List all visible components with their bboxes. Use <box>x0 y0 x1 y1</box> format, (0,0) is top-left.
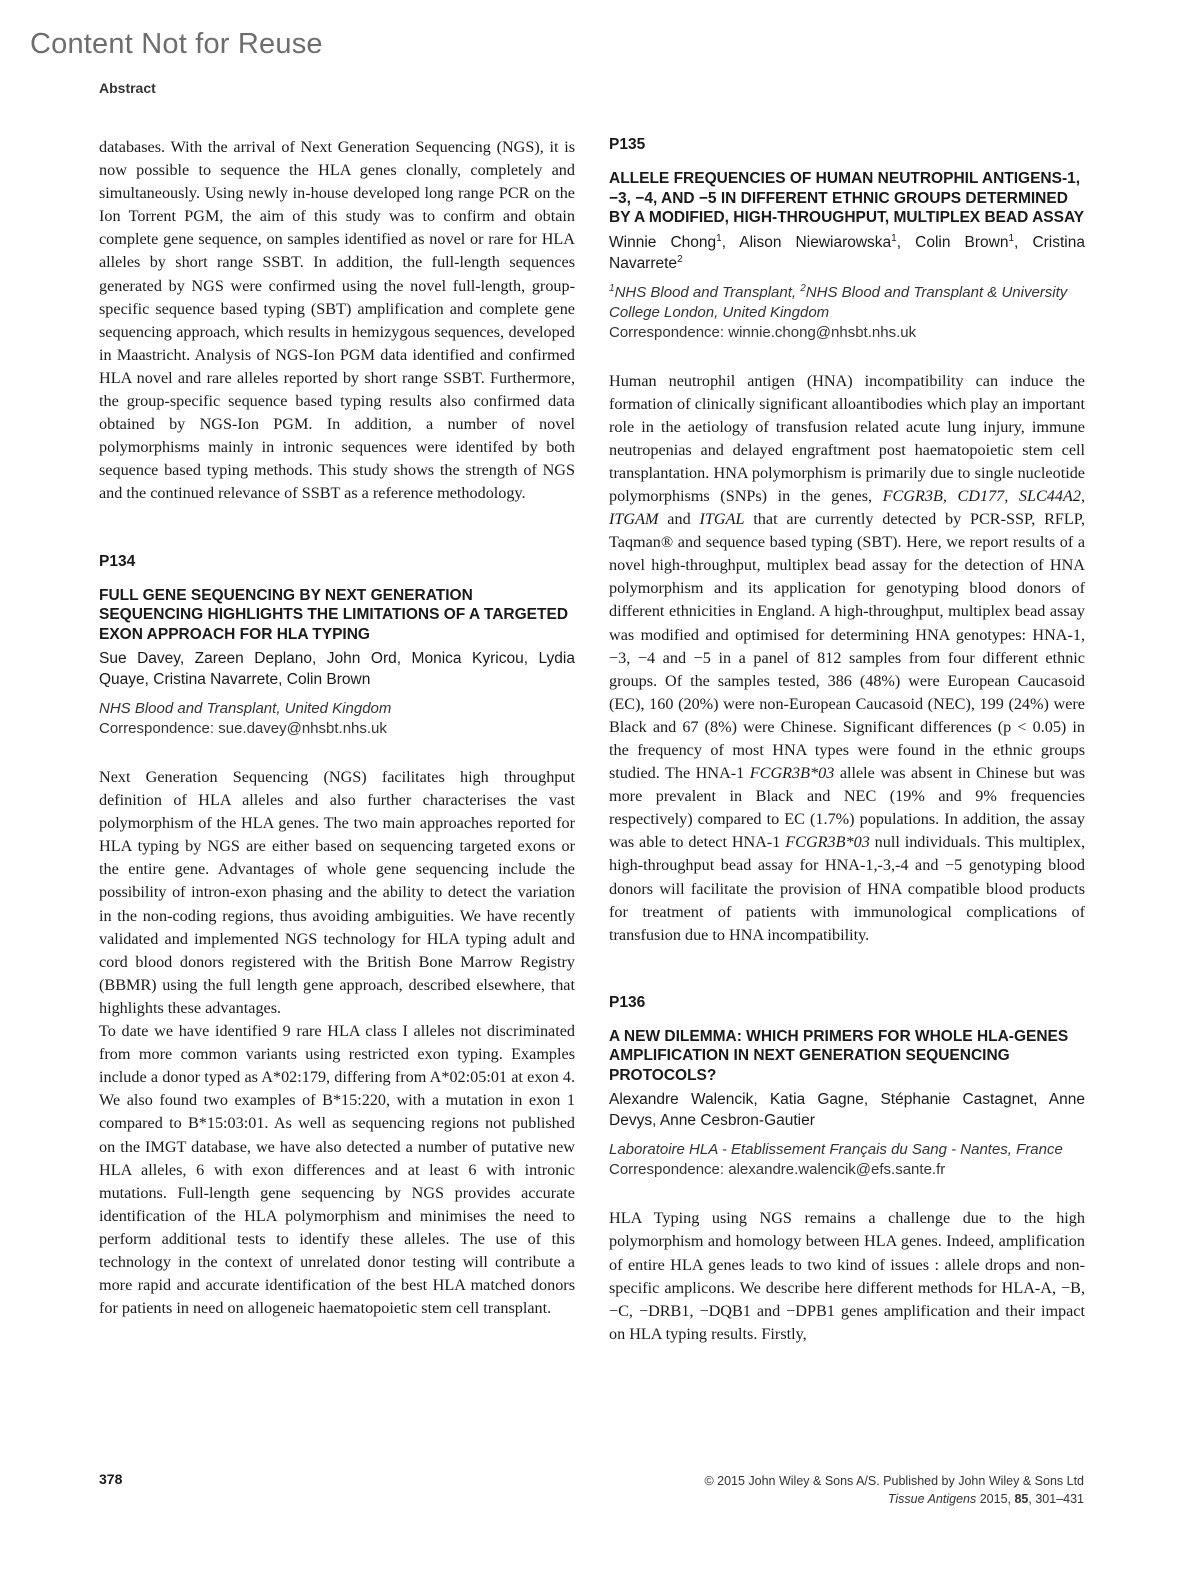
authors-p135: Winnie Chong$^1$, Alison Niewiarowska$^1$, Colin Brown$^1$, Cristina Navarrete$^2$ <box>609 232 1085 272</box>
affil-marker: 1 <box>609 282 615 294</box>
abstract-id-p135: P135 <box>609 136 646 153</box>
right-column <box>609 136 1085 1346</box>
abstract-id-p136: P136 <box>609 993 646 1011</box>
abstract-title-p135: ALLELE FREQUENCIES OF HUMAN NEUTROPHIL ANTIGENS-1, −3, −4, AND −5 IN DIFFERENT ETHNIC GROUPS DETERMINED BY A MODIFIED, HIGH-THROUGHPUT, MULTIPLEX BEAD ASSAY <box>609 170 1085 226</box>
abstract-para1-p134: Next Generation Sequencing (NGS) facilitates high throughput definition of HLA alleles and also further characterises the vast polymorphism of the HLA genes. The two main approaches reported for HLA typing by NGS are either based on sequencing targeted exons or the entire gene. Advantages of whole gene sequencing include the possibility of intron-exon phasing and the ability to detect the variation in the non-coding regions, thus avoiding ambiguities. We have recently validated and implemented NGS technology for HLA typing adult and cord blood donors registered with the British Bone Marrow Registry (BBMR) using the full length gene approach, described elsewhere, that highlights these advantages. <box>99 768 575 1017</box>
author-name: Cristina Navarrete <box>609 233 1085 272</box>
continued-abstract-text: databases. With the arrival of Next Generation Sequencing (NGS), it is now possible to sequence the HLA genes clonally, completely and simultaneously. Using newly in-house developed long range PCR on the Ion Torrent PGM, the aim of this study was to confirm and obtain complete gene sequence, on samples identified as novel or rare for HLA alleles by short range SSBT. In addition, the full-length sequences generated by NGS were confirmed using the novel full-length, group-specific sequence based typing (SBT) amplification and complete gene sequencing approach, which results in hemizygous sequences, developed in Maastricht. Analysis of NGS-Ion PGM data identified and confirmed HLA novel and rare alleles reported by short range SSBT. Furthermore, the group-specific sequence based typing results also confirmed data obtained by NGS-Ion PGM. In addition, a number of novel polymorphisms mainly in intronic sequences were identifed by both sequence based typing methods. This study shows the strength of NGS and the continued relevance of SSBT as a reference methodology. <box>99 138 575 503</box>
correspondence-p136: Correspondence: alexandre.walencik@efs.sante.fr <box>609 1161 946 1179</box>
abstract-para2-p134: To date we have identified 9 rare HLA class I alleles not discriminated from more common variants using restricted exon typing. Examples include a donor typed as A*02:179, differing from A*02:05:01 at exon 4. We also found two examples of B*15:220, with a mutation in exon 1 compared to B*15:03:01. As well as sequencing regions not published on the IMGT database, we have also detected a number of putative new HLA alleles, 6 with exon differences and at least 6 with intronic mutations. Full-length gene sequencing by NGS provides accurate identification of the HLA polymorphism and minimises the need to perform additional tests to identify these alleles. The use of this technology in the context of unrelated donor testing will contribute a more rapid and accurate identification of the best HLA matched donors for patients in need on allogeneic haematopoietic stem cell transplant. <box>99 1022 575 1318</box>
affiliation-p134: NHS Blood and Transplant, United Kingdom <box>99 700 392 717</box>
gene-names: FCGR3B, CD177, SLC44A2, ITGAM <box>609 486 1085 529</box>
copyright-line: © 2015 John Wiley & Sons A/S. Published by John Wiley & Sons Ltd <box>704 1474 1084 1488</box>
affil-marker: 1 <box>1008 232 1015 244</box>
text-segment: allele was absent in Chinese but was more prevalent in Black and NEC (19% and 9% frequencies respectively) compared to EC (1.7%) populations. In addition, the assay was able to detect HNA-1 <box>609 764 1086 852</box>
abstract-title-p136: A NEW DILEMMA: WHICH PRIMERS FOR WHOLE HLA-GENES AMPLIFICATION IN NEXT GENERATION SEQUENCING PROTOCOLS? <box>609 1027 1069 1084</box>
text-segment: Human neutrophil antigen (HNA) incompatibility can induce the formation of clinically significant alloantibodies which play an important role in the aetiology of transfusion related acute lung injury, immune neutropenias and delayed engraftment post haematopoietic stem cell transplantation. HNA polymorphism is primarily due to single nucleotide polymorphisms (SNPs) in the genes, <box>609 371 1085 505</box>
journal-year: 2015, <box>979 1492 1011 1506</box>
affil-marker: 1 <box>716 232 722 244</box>
correspondence-p134: Correspondence: sue.davey@nhsbt.nhs.uk <box>99 720 387 737</box>
affiliation-1: NHS Blood and Transplant, <box>614 283 797 301</box>
affil-marker: 2 <box>677 253 683 265</box>
author-name: Colin Brown <box>915 233 1009 251</box>
gene-name: FCGR3B*03 <box>785 833 870 852</box>
affil-marker: 2 <box>800 282 806 294</box>
text-segment: and <box>667 510 691 529</box>
affiliation-2: NHS Blood and Transplant & University College London, United Kingdom <box>609 283 1068 321</box>
journal-name: Tissue Antigens <box>887 1492 977 1506</box>
gene-name: FCGR3B*03 <box>749 764 835 783</box>
affiliation-p136: Laboratoire HLA - Etablissement Français du Sang - Nantes, France <box>609 1141 1063 1159</box>
text-segment: that are currently detected by PCR-SSP, RFLP, Taqman® and sequence based typing (SBT). Here, we report results of a novel high-throughput, multiplex bead assay for the detection of HNA polymorphism and its application for genotyping blood donors of different ethnicities in England. A high-throughput, multiplex bead assay was modified and optimised for determining HNA genotypes: HNA-1, −3, −4 and −5 in a panel of 812 samples from four different ethnic groups. Of the samples tested, 386 (48%) were European Caucasoid (EC), 160 (20%) were non-European Caucasoid (NEC), 199 (24%) were Black and 67 (8%) were Chinese. Significant differences (p < 0.05) in the frequency of most HNA types were found in the ethnic groups studied. The HNA-1 <box>609 510 1086 783</box>
left-column <box>99 136 575 1320</box>
abstract-text-p135 <box>609 370 1085 947</box>
abstract-title-p134: FULL GENE SEQUENCING BY NEXT GENERATION SEQUENCING HIGHLIGHTS THE LIMITATIONS OF A TARGETED EXON APPROACH FOR HLA TYPING <box>99 586 569 643</box>
correspondence-p135: Correspondence: winnie.chong@nhsbt.nhs.uk <box>609 323 917 341</box>
text-segment: null individuals. This multiplex, high-throughput bead assay for HNA-1,-3,-4 and −5 genotyping blood donors will facilitate the provision of HNA compatible blood products for treatment of patients with immunological complications of transfusion due to HNA incompatibility. <box>609 833 1086 944</box>
section-label: Abstract <box>99 80 156 96</box>
abstract-text-p136: HLA Typing using NGS remains a challenge due to the high polymorphism and homology between HLA genes. Indeed, amplification of entire HLA genes leads to two kind of issues : allele drops and non-specific amplicons. We describe here different methods for HLA-A, −B, −C, −DRB1, −DQB1 and −DPB1 genes amplification and their impact on HLA typing results. Firstly, <box>609 1209 1085 1343</box>
authors-p136: Alexandre Walencik, Katia Gagne, Stéphanie Castagnet, Anne Devys, Anne Cesbron-Gautier <box>609 1091 1085 1130</box>
gene-name: ITGAL <box>699 510 745 529</box>
footer-citation <box>704 1472 1084 1508</box>
journal-pages: , 301–431 <box>1028 1492 1084 1506</box>
author-name: Alison Niewiarowska <box>739 233 892 251</box>
author-name: Winnie Chong <box>609 233 717 251</box>
watermark: Content Not for Reuse <box>30 28 323 60</box>
page-number: 378 <box>99 1471 123 1487</box>
journal-citation <box>704 1490 1084 1508</box>
journal-volume: 85 <box>1014 1492 1029 1506</box>
authors-p134: Sue Davey, Zareen Deplano, John Ord, Monica Kyricou, Lydia Quaye, Cristina Navarrete, Colin Brown <box>99 650 575 688</box>
affiliation-p135 <box>609 283 1085 323</box>
abstract-id-p134: P134 <box>99 552 136 570</box>
affil-marker: 1 <box>891 232 897 244</box>
